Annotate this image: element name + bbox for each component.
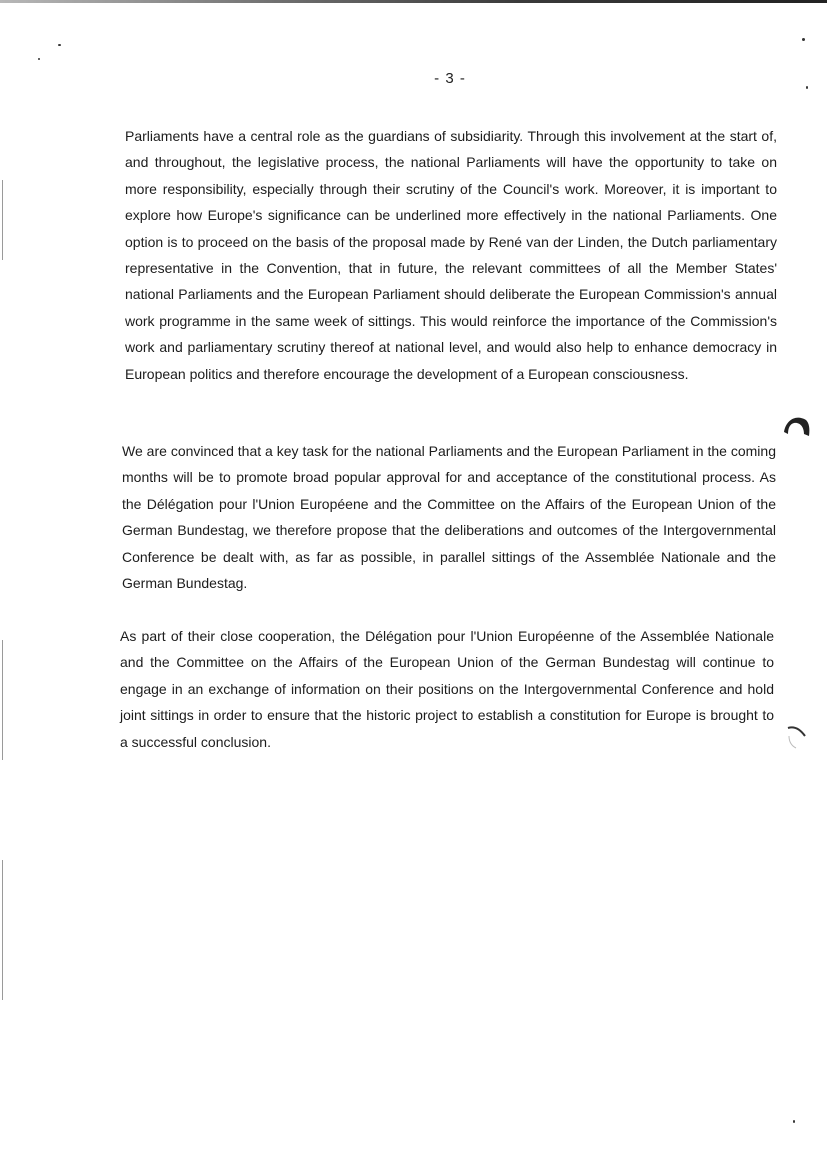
- page-number: - 3 -: [434, 70, 466, 87]
- body-paragraph: Parliaments have a central role as the guardians of subsidiarity. Through this involvement at the start of, and throughout, the legislative process, the national Parliaments will have the opportunity to take on more responsibility, especially through their scrutiny of the Council's work. Moreover, it is important to explore how Europe's significance can be underlined more effectively in the national Parliaments. One option is to proceed on the basis of the proposal made by René van der Linden, the Dutch parliamentary representative in the Convention, that in future, the relevant committees of all the Member States' national Parliaments and the European Parliament should deliberate the European Commission's annual work programme in the same week of sittings. This would reinforce the importance of the Commission's work and parliamentary scrutiny thereof at national level, and would also help to enhance democracy in European politics and therefore encourage the development of a European consciousness.: [125, 128, 777, 382]
- scan-edge-mark: [2, 860, 3, 1000]
- scan-edge-mark: [2, 180, 3, 260]
- scan-speck: [802, 38, 805, 41]
- body-paragraph: As part of their close cooperation, the Délégation pour l'Union Européenne of the Assemblée Nationale and the Committee on the Affairs of the European Union of the German Bundestag will continue to engage in an exchange of information on their positions on the Intergovernmental Conference and hold joint sittings in order to ensure that the historic project to establish a constitution for Europe is brought to a successful conclusion.: [120, 628, 774, 750]
- punch-hole-shadow: [786, 722, 808, 750]
- scan-edge-mark: [2, 640, 3, 760]
- scan-speck: [793, 1120, 795, 1123]
- scan-speck: [58, 44, 61, 46]
- punch-hole-shadow: [782, 412, 812, 438]
- scan-top-edge: [0, 0, 827, 3]
- body-paragraph: We are convinced that a key task for the national Parliaments and the European Parliament in the coming months will be to promote broad popular approval for and acceptance of the constitutional process. As the Délégation pour l'Union Européene and the Committee on the Affairs of the European Union of the German Bundestag, we therefore propose that the deliberations and outcomes of the Intergovernmental Conference be dealt with, as far as possible, in parallel sittings of the Assemblée Nationale and the German Bundestag.: [122, 443, 776, 592]
- scan-speck: [38, 58, 40, 60]
